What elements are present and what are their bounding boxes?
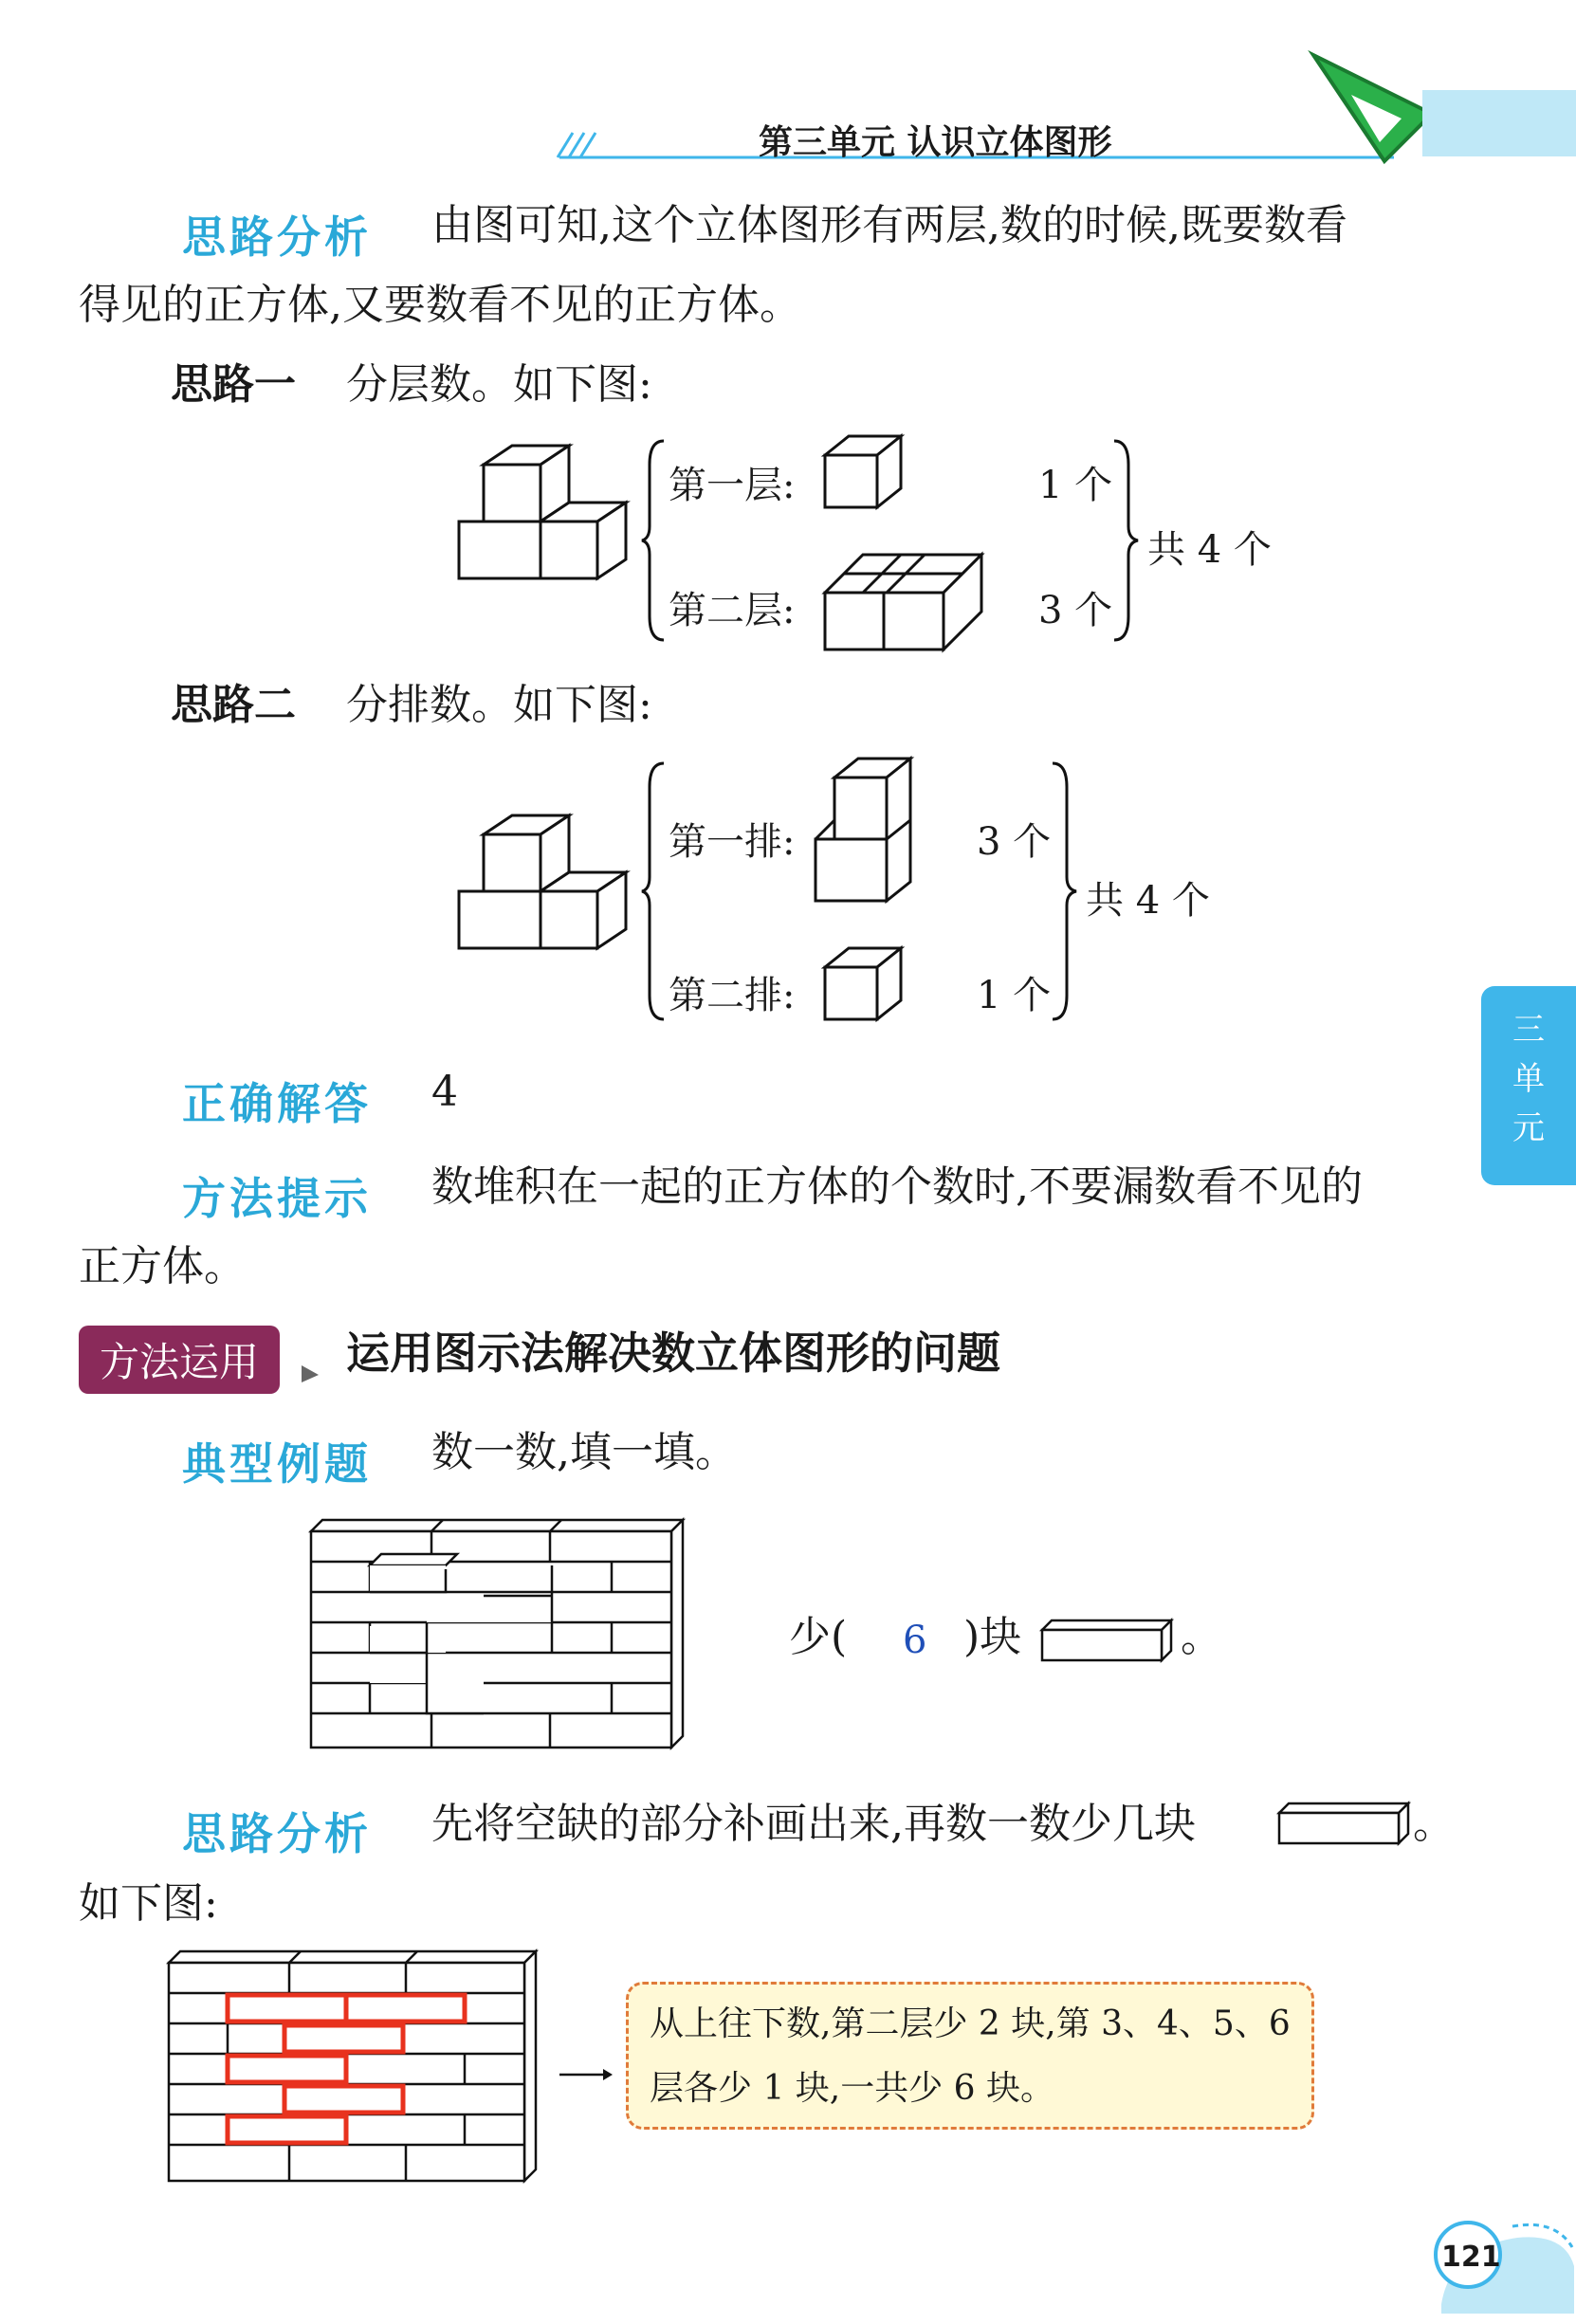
tip-label: 方法提示 (182, 1173, 372, 1224)
row1-count: 3 个 (977, 820, 1052, 864)
answer-label: 正确解答 (182, 1078, 372, 1129)
three-cube-layer-icon (815, 545, 1005, 659)
row-total: 共 4 个 (1086, 879, 1210, 923)
note-line2: 层各少 1 块,一共少 6 块。 (650, 2069, 1055, 2108)
brick-wall-filled (161, 1944, 550, 2190)
idea1-text: 分层数。如下图: (346, 360, 652, 409)
single-cube-icon-2 (815, 943, 910, 1029)
method-tag: 方法运用 (79, 1326, 280, 1394)
side-tab (1481, 986, 1576, 1185)
side-tab-char: 元 (1512, 1109, 1545, 1147)
analysis-text-line1: 由图可知,这个立体图形有两层,数的时候,既要数看 (431, 201, 1347, 249)
layer2-count: 3 个 (1038, 589, 1113, 632)
row1-label: 第一排: (669, 820, 796, 864)
analysis2-period: 。 (1413, 1800, 1455, 1848)
example-period: 。 (1181, 1613, 1222, 1661)
brick-icon (1038, 1617, 1181, 1664)
answer-value: 4 (431, 1068, 458, 1116)
unit-title: 第三单元 认识立体图形 (759, 123, 1112, 162)
side-tab-char: 三 (1512, 1011, 1545, 1049)
brace-right-1 (1109, 436, 1147, 645)
layer1-label: 第一层: (669, 464, 796, 507)
analysis2-label: 思路分析 (182, 1808, 372, 1859)
page-number: 121 (1441, 2241, 1501, 2274)
tip-line2: 正方体。 (79, 1242, 246, 1290)
arrow-icon (558, 2065, 614, 2084)
cube-stack-diagram-2 (455, 806, 664, 996)
tip-line1: 数堆积在一起的正方体的个数时,不要漏数看不见的 (431, 1162, 1363, 1211)
method-tag-tail (302, 1365, 321, 1384)
row2-count: 1 个 (977, 974, 1052, 1017)
analysis-label: 思路分析 (182, 211, 372, 263)
idea1-label: 思路一 (171, 360, 296, 409)
brick-wall-with-gaps (303, 1512, 702, 1759)
layer1-count: 1 个 (1038, 464, 1113, 507)
note-line1: 从上往下数,第二层少 2 块,第 3、4、5、6 (650, 2004, 1291, 2043)
brace-right-2 (1048, 759, 1086, 1024)
brick-icon-2 (1275, 1800, 1418, 1847)
example-label: 典型例题 (182, 1438, 372, 1490)
brace-left-1 (640, 436, 669, 645)
layer-total: 共 4 个 (1147, 528, 1272, 572)
blank-answer: 6 (903, 1619, 927, 1662)
side-tab-char: 单 (1512, 1060, 1545, 1098)
blank-suffix: )块 (963, 1613, 1022, 1661)
brace-left-2 (640, 759, 669, 1024)
single-cube-icon (815, 431, 910, 517)
idea2-text: 分排数。如下图: (346, 681, 652, 729)
idea2-label: 思路二 (171, 681, 296, 729)
analysis2-line2: 如下图: (79, 1879, 218, 1928)
method-title: 运用图示法解决数立体图形的问题 (346, 1327, 1000, 1379)
example-text: 数一数,填一填。 (431, 1428, 737, 1476)
analysis2-line1: 先将空缺的部分补画出来,再数一数少几块 (431, 1800, 1196, 1848)
note-box (626, 1982, 1314, 2130)
blank-prefix: 少( (789, 1613, 848, 1661)
cube-stack-diagram-1 (455, 436, 664, 626)
layer2-label: 第二层: (669, 589, 796, 632)
analysis-text-line2: 得见的正方体,又要数看不见的正方体。 (79, 281, 801, 329)
two-cube-column-icon (811, 754, 915, 915)
row2-label: 第二排: (669, 974, 796, 1017)
